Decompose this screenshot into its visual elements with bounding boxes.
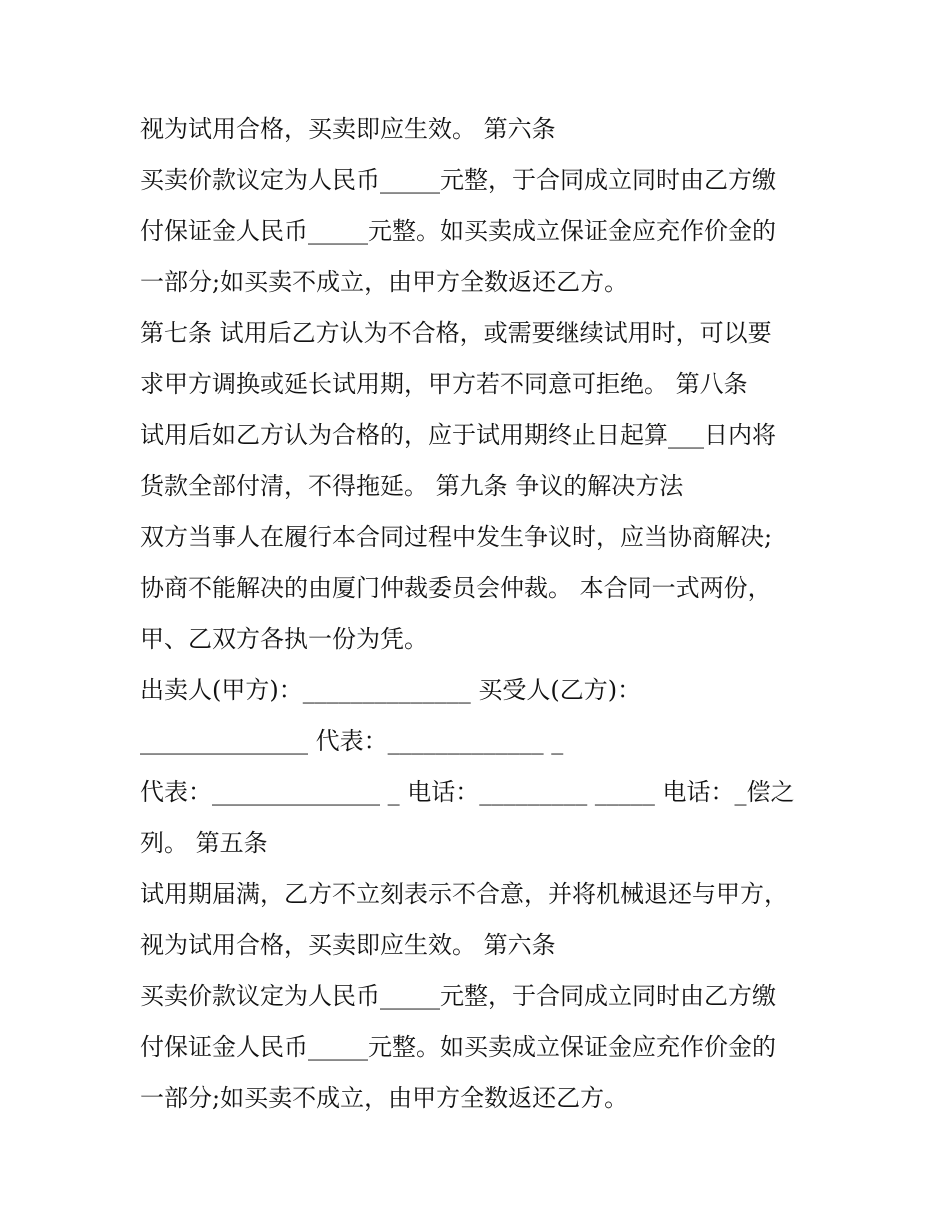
text-line: 货款全部付清，不得拖延。 第九条 争议的解决方法 (140, 472, 684, 500)
text-line: 一部分;如买卖不成立，由甲方全数返还乙方。 (140, 268, 629, 296)
signature-line: 出卖人(甲方)：______________ 买受人(乙方)： (140, 676, 642, 704)
text-line: 协商不能解决的由厦门仲裁委员会仲裁。 本合同一式两份， (140, 574, 772, 602)
text-line: 买卖价款议定为人民币_____元整，于合同成立同时由乙方缴 (140, 982, 776, 1010)
text-line: 列。 第五条 (140, 829, 268, 857)
text-line: 甲、乙双方各执一份为凭。 (140, 625, 428, 653)
contract-text-body (140, 108, 820, 1128)
text-line: 一部分;如买卖不成立，由甲方全数返还乙方。 (140, 1084, 629, 1112)
signature-line: 代表：______________ _ 电话：_________ _____ 电话：_偿之 (140, 778, 795, 806)
signature-line: ______________ 代表：_____________ _ (140, 727, 564, 755)
text-line: 视为试用合格，买卖即应生效。 第六条 (140, 931, 556, 959)
text-line: 求甲方调换或延长试用期，甲方若不同意可拒绝。 第八条 (140, 370, 748, 398)
text-line: 第七条 试用后乙方认为不合格，或需要继续试用时，可以要 (140, 319, 772, 347)
text-line: 双方当事人在履行本合同过程中发生争议时，应当协商解决; (140, 523, 773, 551)
text-line: 试用期届满，乙方不立刻表示不合意，并将机械退还与甲方， (140, 880, 788, 908)
text-line: 付保证金人民币_____元整。如买卖成立保证金应充作价金的 (140, 217, 776, 245)
text-line: 试用后如乙方认为合格的，应于试用期终止日起算___日内将 (140, 421, 776, 449)
text-line: 视为试用合格，买卖即应生效。 第六条 (140, 115, 556, 143)
text-line: 买卖价款议定为人民币_____元整，于合同成立同时由乙方缴 (140, 166, 776, 194)
text-line: 付保证金人民币_____元整。如买卖成立保证金应充作价金的 (140, 1033, 776, 1061)
